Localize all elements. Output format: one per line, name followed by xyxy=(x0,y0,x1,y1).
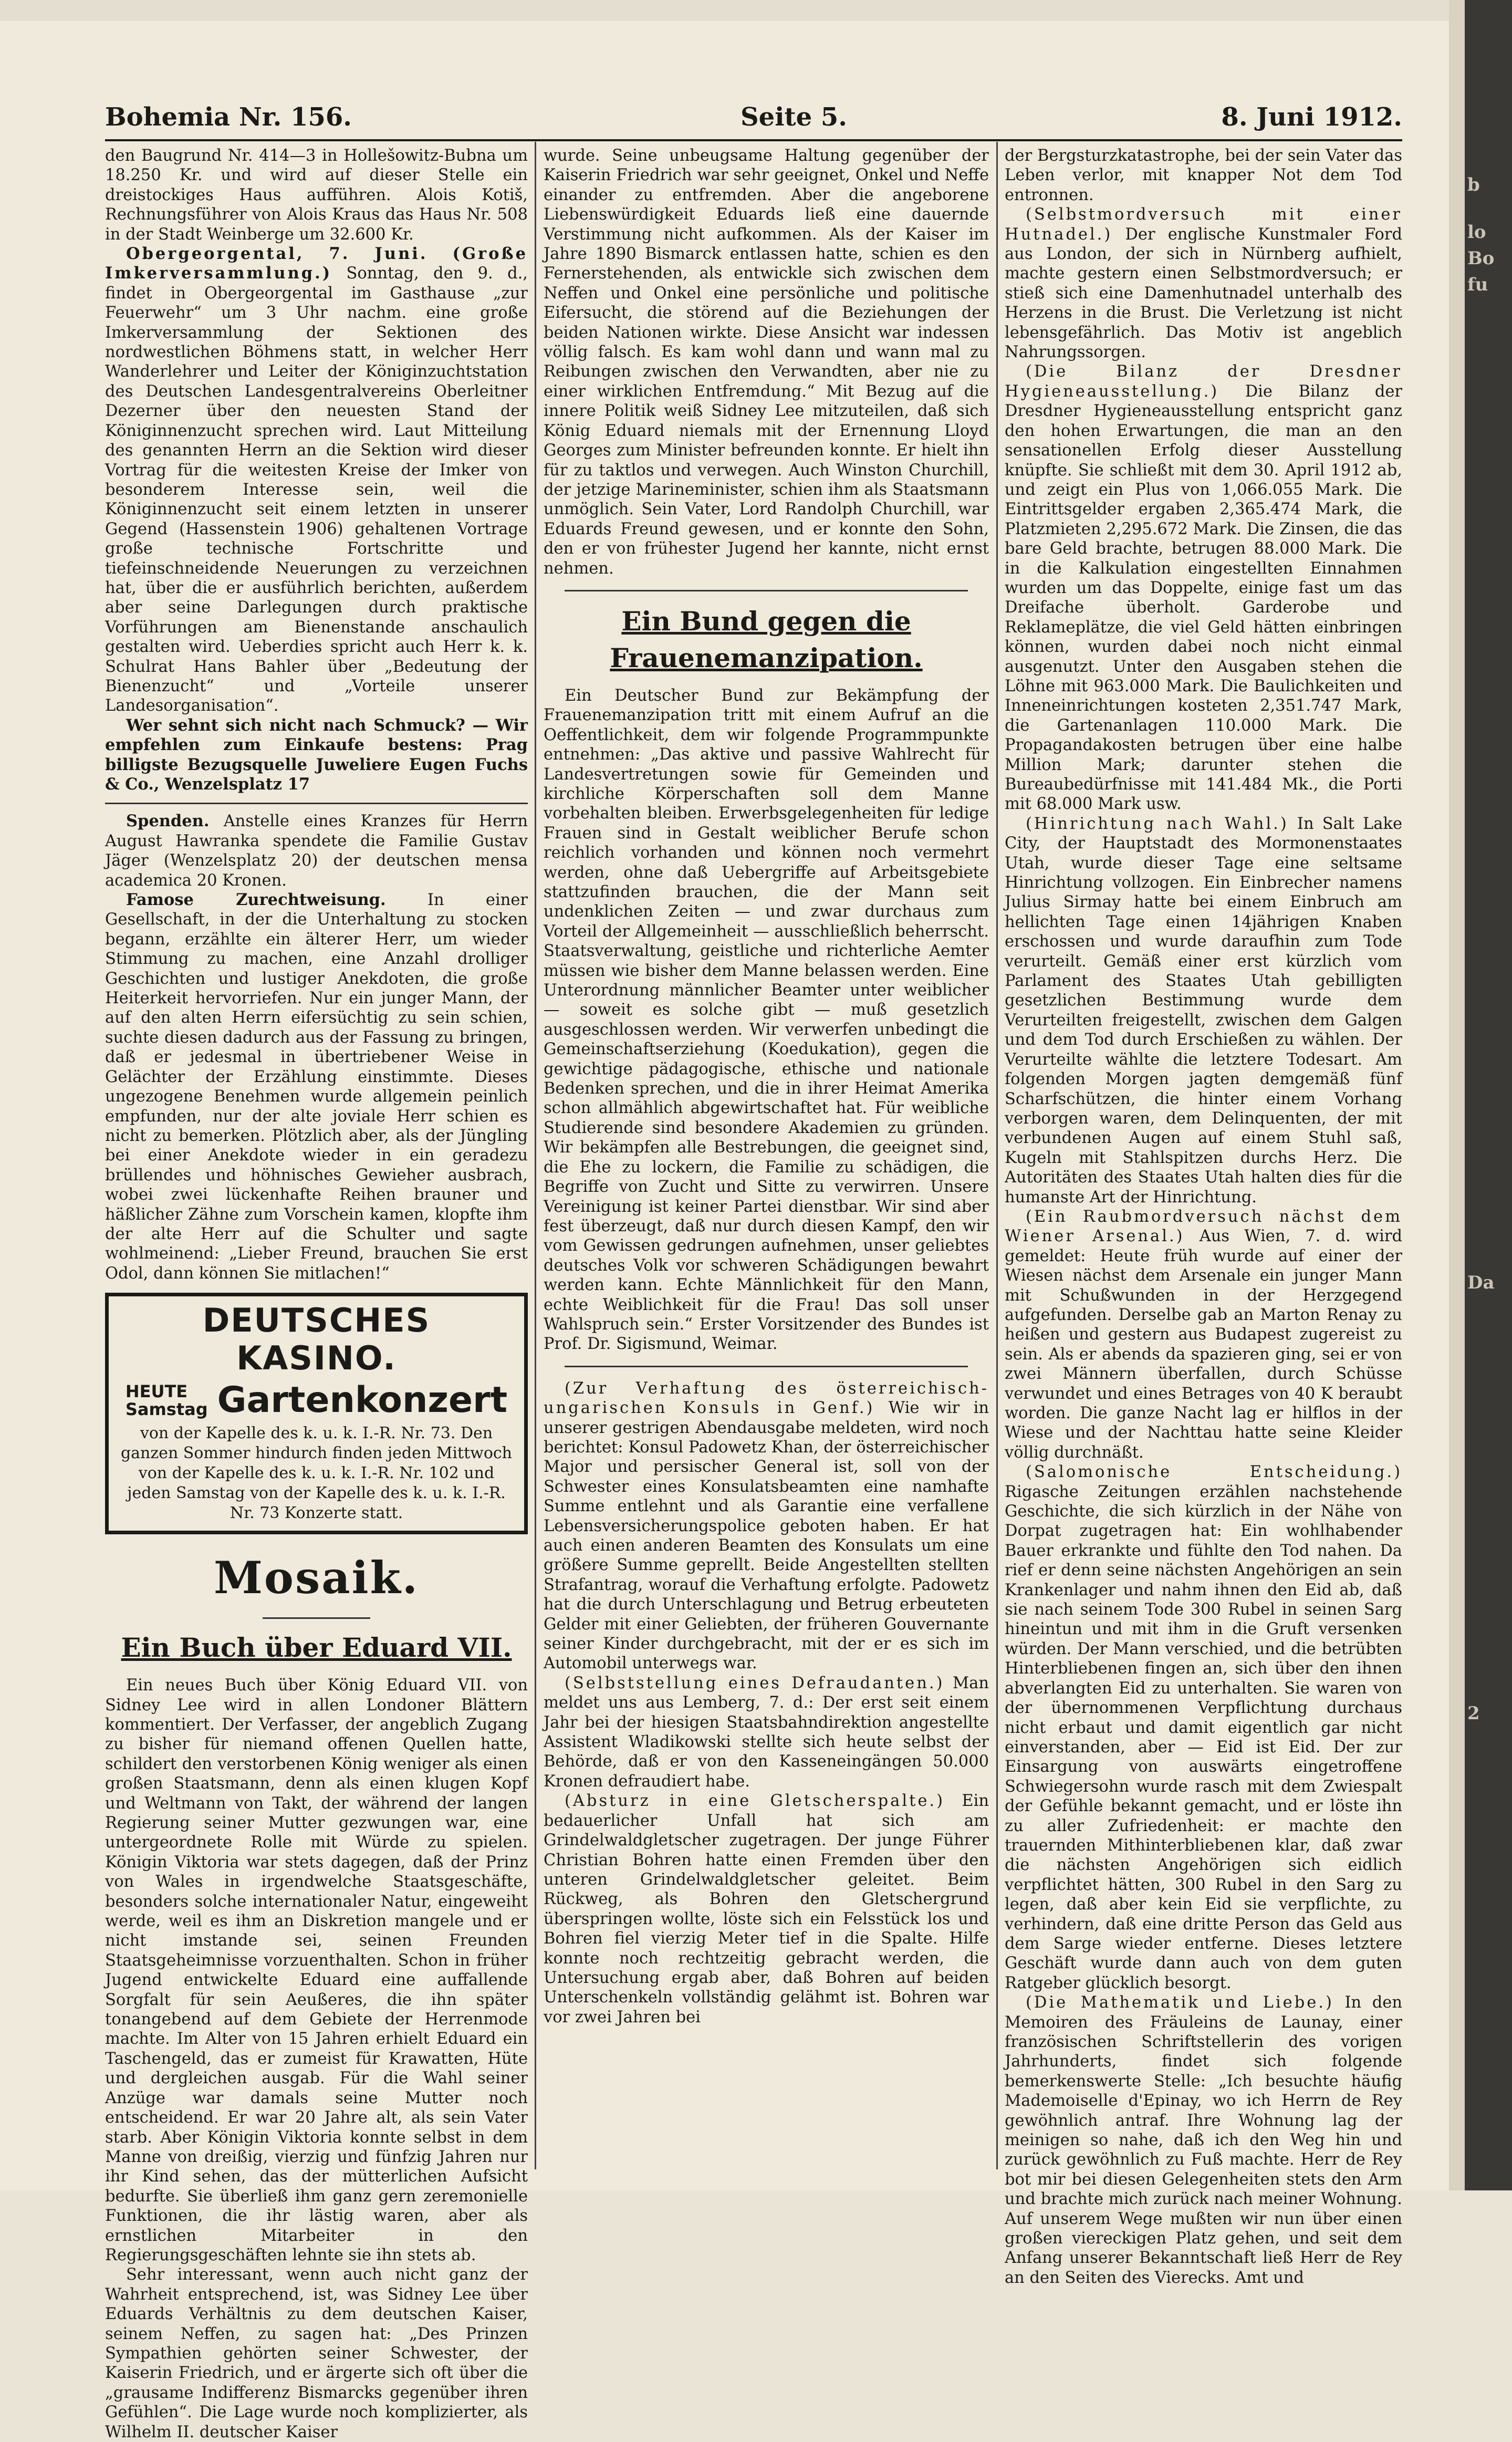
article-paragraph: wurde. Seine unbeugsame Haltung gegenüber der Kaiserin Friedrich war sehr geeignet, Onkel und Neffe einander zu entfremden. Aber die angeborene Liebenswürdigkeit Eduards ließ eine dauernde Verstimmung nicht aufkommen. Als der Kaiser im Jahre 1890 Bismarck entlassen hatte, schien es den Fernerstehenden, als entwickle sich zwischen dem Neffen und Onkel eine persönliche und politische Eifersucht, die störend auf die Beziehungen der beiden Nationen wirkte. Diese Ansicht war indessen völlig falsch. Es kam wohl dann und wann mal zu Reibungen zwischen den Verwandten, aber nie zu einer wirklichen Entfremdung.“ Mit Bezug auf die innere Politik weiß Sidney Lee mitzuteilen, daß sich König Eduard niemals mit der Ernennung Lloyd Georges zum Minister befreunden konnte. Er hielt ihn für zu taktlos und verwegen. Auch Winston Churchill, der jetzige Marineminister, schien ihm als Staatsmann unmöglich. Sein Vater, Lord Randolph Churchill, war Eduards Freund gewesen, und er konnte den Sohn, den er von frühester Jugend her kannte, nicht ernst nehmen. xyxy=(544,147,989,578)
title-rule xyxy=(263,1617,370,1619)
article-paragraph xyxy=(544,1379,989,1674)
column-divider-2 xyxy=(996,142,998,2169)
header-date: 8. Juni 1912. xyxy=(1221,102,1402,132)
column-2 xyxy=(544,146,989,2027)
article-paragraph xyxy=(105,890,528,1283)
article-title: Ein Buch über Eduard VII. xyxy=(121,1632,512,1664)
article-lead: (Zur Verhaftung des österreichisch-ungarischen Konsuls in Genf.) xyxy=(544,1379,989,1418)
header-page-number: Seite 5. xyxy=(741,102,847,132)
article-lead: (Die Mathematik und Liebe.) xyxy=(1026,1993,1334,2012)
article-lead: (Absturz in eine Gletscherspalte.) xyxy=(565,1792,945,1811)
adjacent-page-fragment: 2 xyxy=(1467,1703,1480,1724)
article-body: empfehlen zum Einkaufe bestens: Prag billigste Bezugsquelle Juweliere Eugen Fuchs & Co., Wenzelsplatz 17 xyxy=(105,735,528,794)
article-paragraph xyxy=(1005,362,1402,814)
article-paragraph xyxy=(1005,1993,1402,2288)
article-lead: (Salomonische Entscheidung.) xyxy=(1026,1463,1402,1482)
article-paragraph: den Baugrund Nr. 414—3 in Hollešowitz-Bubna um 18.250 Kr. und wird auf dieser Stelle ein dreistockiges Haus aufführen. Alois Kotiš, Rechnungsführer von Alois Kraus das Haus Nr. 508 in der Stadt Weinberge um 32.600 Kr. xyxy=(105,147,528,244)
article-body: Der englische Kunstmaler Ford aus London, der sich in Nürnberg aufhielt, machte gestern einen Selbstmordversuch; er stieß sich eine Damenhutnadel unterhalb des Herzens in die Brust. Die Verletzung ist nicht lebensgefährlich. Das Motiv ist angeblich Nahrungssorgen. xyxy=(1005,225,1402,362)
adjacent-page-fragment: fu xyxy=(1467,274,1488,295)
article-paragraph: Ein Deutscher Bund zur Bekämpfung der Frauenemanzipation tritt mit einem Aufruf an die Oeffentlichkeit, dem wir folgende Programmpunkte entnehmen: „Das aktive und passive Wahlrecht für Landesvertretungen sowie für Gemeinden und kirchliche Körperschaften soll dem Manne vorbehalten bleiben. Erwerbsgelegenheiten für ledige Frauen sind in Gestalt weiblicher Berufe schon reichlich vorhanden und können noch vermehrt werden, ohne daß Uebergriffe auf Arbeitsgebiete stattzufinden brauchen, die der Mann seit undenklichen Zeiten — und zwar durchaus zum Vorteil der Allgemeinheit — ausschließlich beherrscht. Staatsverwaltung, geistliche und richterliche Aemter müssen wie bisher dem Manne belassen werden. Eine Unterordnung männlicher Beamter unter weiblicher — soweit es solche gibt — muß gesetzlich ausgeschlossen werden. Wir verwerfen unbedingt die Gemeinschaftserziehung (Koedukation), gegen die gewichtige pädagogische, ethische und nationale Bedenken sprechen, und die in ihrer Heimat Amerika schon allmählich abgewirtschaftet hat. Für weibliche Studierende sind besondere Akademien zu gründen. Wir bekämpfen alle Bestrebungen, die geeignet sind, die Ehe zu lockern, die Familie zu schädigen, die Begriffe von Zucht und Sitte zu verwirren. Unsere Vereinigung ist keiner Partei dienstbar. Wir sind aber fest überzeugt, daß nur durch diesen Kampf, den wir vom Gewissen gedrungen aufnehmen, unser geliebtes deutsches Volk vor schweren Schädigungen bewahrt werden kann. Echte Männlichkeit für den Mann, echte Weiblichkeit für die Frau! Das soll unser Wahlspruch sein.“ Erster Vorsitzender des Bundes ist Prof. Dr. Sigismund, Weimar. xyxy=(544,686,989,1354)
adjacent-page-fragment: Bo xyxy=(1467,248,1495,269)
article-lead: Spenden. xyxy=(126,812,210,831)
adjacent-page-fragment: Da xyxy=(1467,1272,1495,1293)
article-paragraph: Ein neues Buch über König Eduard VII. von Sidney Lee wird in allen Londoner Blättern kommentiert. Der Verfasser, der angeblich Zugang zu bisher für niemand offenen Quellen hatte, schildert den verstorbenen König weniger als einen großen Staatsmann, denn als einen klugen Kopf und Weltmann von Takt, der während der langen Regierung seiner Mutter gezwungen war, eine untergeordnete Rolle mit Würde zu spielen. Königin Viktoria war stets dagegen, daß der Prinz von Wales in irgendwelche Staatsgeschäfte, besonders solche internationaler Natur, eingeweiht werde, weil es ihm an Diskretion mangele und er nicht imstande sei, seinen Freunden Staatsgeheimnisse vorzuenthalten. Schon in früher Jugend entwickelte Eduard eine auffallende Sorgfalt für sein Aeußeres, die ihn später tonangebend auf dem Gebiete der Herrenmode machte. Im Alter von 15 Jahren erhielt Eduard ein Taschengeld, das er zumeist für Krawatten, Hüte und dergleichen ausgab. Für die Wahl seiner Anzüge war damals seine Mutter noch entscheidend. Er war 20 Jahre alt, als sein Vater starb. Aber Königin Viktoria konnte selbst in dem Manne von dreißig, vierzig und fünfzig Jahren nur ihr Kind sehen, das der mütterlichen Aufsicht bedurfte. Sie überließ ihm ganz gern zeremonielle Funktionen, die ihr lästig waren, aber als ernstlichen Mitarbeiter in den Regierungsgeschäften lehnte sie ihn stets ab. xyxy=(105,1676,528,2264)
page-top-edge xyxy=(0,0,1512,21)
article-title: Ein Bund gegen die Frauenemanzipation. xyxy=(610,605,923,673)
article-body: Anstelle eines Kranzes für Herrn August Hawranka spendete die Familie Gustav Jäger (Wenzelsplatz 20) der deutschen mensa academica 20 Kronen. xyxy=(105,812,528,890)
kasino-event-row xyxy=(117,1380,516,1420)
article-body: In einer Gesellschaft, in der die Unterhaltung zu stocken begann, erzählte ein älterer Herr, um wieder Stimmung zu machen, eine Anzahl drolliger Geschichten und lustiger Anekdoten, die große Heiterkeit hervorriefen. Nur ein junger Mann, der auf den alten Herrn eifersüchtig zu sein schien, suchte diesen dadurch aus der Fassung zu bringen, daß er jedesmal in übertriebener Weise in Gelächter der Erzählung einstimmte. Dieses ungezogene Benehmen wurde allgemein peinlich empfunden, nur der alte joviale Herr schien es nicht zu bemerken. Plötzlich aber, als der Jüngling bei einer Anekdote wieder in ein geradezu brüllendes und höhnisches Gewieher ausbrach, wobei zwei lückenhafte Reihen brauner und häßlicher Zähne zum Vorschein kamen, klopfte ihm der alte Herr auf die Schulter und sagte wohlmeinend: „Lieber Freund, brauchen Sie erst Odol, dann können Sie mitlachen!“ xyxy=(105,891,528,1283)
article-paragraph: Sehr interessant, wenn auch nicht ganz der Wahrheit entsprechend, ist, was Sidney Lee über Eduards Verhältnis zu dem deutschen Kaiser, seinem Neffen, zu sagen hat: „Des Prinzen Sympathien gehörten seiner Schwester, der Kaiserin Friedrich, und er ärgerte sich oft über die „grausame Indifferenz Bismarcks gegenüber ihren Gefühlen“. Die Lage wurde noch komplizierter, als Wilhelm II. deutscher Kaiser xyxy=(105,2266,528,2441)
adjacent-page-fragment: b xyxy=(1467,174,1480,195)
adjacent-page-fragment: lo xyxy=(1467,222,1486,243)
page-header xyxy=(105,102,1402,139)
article-lead: (Selbststellung eines Defraudanten.) xyxy=(565,1674,945,1692)
article-paragraph xyxy=(1005,814,1402,1207)
article-body: Sonntag, den 9. d., findet in Obergeorgental im Gasthause „zur Feuerwehr“ um 3 Uhr nachm. eine große Imkerversammlung der Sektionen des nordwestlichen Böhmens statt, in welcher Herr Wanderlehrer und Leiter der Königinzuchtstation des Deutschen Landesgentralvereins Oberleitner Dezerner über den neuesten Stand der Königinnenzucht sprechen wird. Laut Mitteilung des genannten Herrn an die Sektion wird dieser Vortrag für die weitesten Kreise der Imker von besonderem Interesse sein, weil die Königinnenzucht seit einem letzten in unserer Gegend (Hassenstein 1906) gehaltenen Vortrage große technische Fortschritte und tiefeinschneidende Neuerungen zu verzeichnen hat, über die er ausführlich berichten, außerdem aber seine Darlegungen durch praktische Vorführungen am Bienenstande anschaulich gestalten wird. Ueberdies spricht auch Herr k. k. Schulrat Hans Bahler über „Bedeutung der Bienenzucht“ und „Vorteile unserer Landesorganisation“. xyxy=(105,264,528,715)
kasino-day xyxy=(126,1383,208,1418)
article-body: In Salt Lake City, der Hauptstadt des Mormonenstaates Utah, wurde dieser Tage eine seltsame Hinrichtung vollzogen. Ein Einbrecher namens Julius Sirmay hatte bei einem Einbruch am hellichten Tage einen 14jährigen Knaben erschossen und wurde daraufhin zum Tode verurteilt. Gemäß einer erst kürzlich vom Parlament des Staates Utah gebilligten gesetzlichen Bestimmung wurde dem Verurteilten freigestellt, zwischen dem Galgen und dem Tod durch Erschießen zu wählen. Der Verurteilte wählte die letztere Todesart. Am folgenden Morgen jagten demgemäß fünf Scharfschützen, die hinter einem Vorhang verborgen waren, dem Delinquenten, der mit verbundenen Augen auf einem Stuhl saß, Kugeln mit Stahlspitzen durchs Herz. Die Autoritäten des Staates Utah halten dies für die humanste Art der Hinrichtung. xyxy=(1005,814,1402,1207)
section-title: Mosaik. xyxy=(213,1552,420,1604)
article-paragraph xyxy=(105,812,528,890)
article-paragraph xyxy=(544,1791,989,2027)
kasino-title: DEUTSCHES KASINO. xyxy=(202,1301,431,1378)
page-gutter-strip xyxy=(1449,0,1465,2190)
column-divider-1 xyxy=(535,142,536,2169)
article-paragraph: der Bergsturzkatastrophe, bei der sein Vater das Leben verlor, mit knapper Not dem Tod entronnen. xyxy=(1005,147,1402,204)
article-paragraph xyxy=(1005,1207,1402,1462)
article-body: Aus Wien, 7. d. wird gemeldet: Heute früh wurde auf einer der Wiesen nächst dem Arsenale ein junger Mann mit Schußwunden in der Herzgegend aufgefunden. Derselbe gab an Marton Renay zu heißen und gestern aus Budapest zugereist zu sein. Als er abends da spazieren ging, sei er von zwei Männern überfallen, durch Schüsse verwundet und eines Betrages von 40 K beraubt worden. Die ganze Nacht lag er hilflos in der Wiese und der Nachttau hatte seine Kleider völlig durchnäßt. xyxy=(1005,1227,1402,1462)
article-lead: Wer sehnt sich nicht nach Schmuck? — Wir xyxy=(126,715,528,735)
article-separator xyxy=(565,590,968,591)
header-rule xyxy=(105,139,1402,141)
column-1 xyxy=(105,146,528,2442)
article-body: Man meldet uns aus Lemberg, 7. d.: Der erst seit einem Jahr bei der hiesigen Staatsbahndirektion angestellte Assistent Wladikowski stellte sich heute selbst der Behörde, daß er von den Kasseneingängen 50.000 Kronen defraudiert habe. xyxy=(544,1674,989,1791)
article-body: Rigasche Zeitungen erzählen nachstehende Geschichte, die sich kürzlich in der Nähe von Dorpat zugetragen hat: Ein wohlhabender Bauer erkrankte und fühlte den Tod nahen. Da rief er denn seine nächsten Angehörigen an sein Krankenlager und nahm ihnen den Eid ab, daß sie nach seinem Tode 300 Rubel in seinen Sarg hineintun und mit ihm in die Gruft versenken würden. Der Mann verschied, und die betrübten Hinterbliebenen fingen an, sich über den ihnen abverlangten Eid zu unterhalten. Sie waren von der übernommenen Verpflichtung durchaus nicht erbaut und damit eigentlich gar nicht einverstanden, aber — Eid ist Eid. Der zur Einsargung von auswärts eingetroffene Schwiegersohn wurde rasch mit dem Zwiespalt der Gefühle bekannt gemacht, und er löste ihn zu aller Zufriedenheit: er machte den trauernden Mithinterbliebenen klar, daß zwar die nächsten Angehörigen sich eidlich verpflichtet hätten, 300 Rubel in den Sarg zu legen, daß aber kein Eid sie verpflichte, zu verhindern, daß eine dritte Person das Geld aus dem Sarge wieder entferne. Dieses letztere Geschäft wurde dann auch von dem guten Ratgeber glücklich besorgt. xyxy=(1005,1482,1402,1992)
article-separator xyxy=(565,1366,968,1367)
adjacent-page-edge xyxy=(1465,0,1512,2190)
article-body: Ein bedauerlicher Unfall hat sich am Grindelwaldgletscher zugetragen. Der junge Führer Christian Bohren hatte einen Fremden über den unteren Grindelwaldgletscher geleitet. Beim Rückweg, als Bohren den Gletschergrund überspringen wollte, löste sich ein Felsstück los und Bohren fiel vierzig Meter tief in die Spalte. Hilfe konnte noch rechtzeitig gebracht werden, die Untersuchung ergab aber, daß Bohren auf beiden Unterschenkeln vollständig gelähmt ist. Bohren war vor zwei Jahren bei xyxy=(544,1792,989,2027)
kasino-details: von der Kapelle des k. u. k. I.-R. Nr. 73. Den ganzen Sommer hindurch finden jeden Mittwoch von der Kapelle des k. u. k. I.-R. Nr. 102 und jeden Samstag von der Kapelle des k. u. k. I.-R. Nr. 73 Konzerte statt. xyxy=(120,1424,513,1523)
article-lead: Obergeorgental, 7. Juni. (Große Imkerversammlung.) xyxy=(105,244,528,283)
section-rule xyxy=(105,803,528,804)
article-lead: Famose Zurechtweisung. xyxy=(126,890,386,910)
article-paragraph xyxy=(544,1674,989,1791)
kasino-advertisement xyxy=(105,1293,528,1534)
header-publication: Bohemia Nr. 156. xyxy=(105,102,352,132)
advertisement-notice xyxy=(105,716,528,795)
article-body: Wie wir in unserer gestrigen Abendausgabe meldeten, wird noch berichtet: Konsul Padowetz Khan, der österreichischer Major und persischer General ist, soll von der Schwester eines Konsulatsbeamten eine namhafte Summe entlehnt und als Garantie eine verfallene Lebensversicherungspolice geboten haben. Er hat auch einen anderen Beamten des Konsulats um eine größere Summe geprellt. Beide Angestellten stellten Strafantrag, worauf die Verhaftung erfolgte. Padowetz hat die durch Unterschlagung und Betrug erbeuteten Gelder mit einer Geliebten, der früheren Gouvernante seiner Kinder durchgebracht, mit der er es sich im Automobil unterwegs war. xyxy=(544,1399,989,1673)
article-paragraph xyxy=(1005,1462,1402,1993)
article-body: In den Memoiren des Fräuleins de Launay, einer französischen Schriftstellerin des vorigen Jahrhunderts, findet sich folgende bemerkenswerte Stelle: „Ich besuchte häufig Mademoiselle d'Epinay, wo ich Herrn de Rey gewöhnlich antraf. Ihre Wohnung lag der meinigen so nahe, daß ich den Weg hin und zurück gewöhnlich zu Fuß machte. Herr de Rey bot mir bei diesen Gelegenheiten stets den Arm und brachte mich zurück nach meiner Wohnung. Auf unserem Wege mußten wir nun über einen großen viereckigen Platz gehen, und seit dem Anfang unserer Bekanntschaft ließ Herr de Rey an den Seiten des Vierecks. Amt und xyxy=(1005,1993,1402,2287)
kasino-heute: HEUTE xyxy=(125,1381,188,1402)
article-paragraph xyxy=(1005,205,1402,362)
article-body: Die Bilanz der Dresdner Hygieneausstellung entspricht ganz den hohen Erwartungen, die man an den sensationellen Erfolg dieser Ausstellung knüpfte. Sie schließt mit dem 30. April 1912 ab, und zeigt ein Plus von 1,066.055 Mark. Die Eintrittsgelder ergaben 2,365.474 Mark, die Platzmieten 2,295.672 Mark. Die Zinsen, die das bare Geld brachte, betrugen 88.000 Mark. Die in die Kalkulation eingestellten Einnahmen wurden um das Doppelte, einige fast um das Dreifache überholt. Garderobe und Reklameplätze, die viel Geld hätten einbringen können, wurden dabei noch nicht einmal ausgenutzt. Unter den Ausgaben stehen die Löhne mit 963.000 Mark. Die Baulichkeiten und Inneneinrichtungen kosteten 2,351.747 Mark, die Gartenanlagen 110.000 Mark. Die Propagandakosten betrugen über eine halbe Million Mark; darunter stehen die Bureaubedürfnisse mit 141.484 Mk., die Porti mit 68.000 Mark usw. xyxy=(1005,382,1402,814)
article-paragraph xyxy=(105,244,528,716)
article-lead: (Ein Raubmordversuch nächst dem Wiener Arsenal.) xyxy=(1005,1207,1402,1246)
article-lead: (Hinrichtung nach Wahl.) xyxy=(1026,814,1289,833)
kasino-samstag: Samstag xyxy=(125,1399,208,1420)
kasino-event: Gartenkonzert xyxy=(217,1379,508,1421)
article-lead: (Die Bilanz der Dresdner Hygieneausstellung.) xyxy=(1005,362,1402,401)
column-3 xyxy=(1005,146,1402,2288)
article-lead: (Selbstmordversuch mit einer Hutnadel.) xyxy=(1005,205,1402,244)
